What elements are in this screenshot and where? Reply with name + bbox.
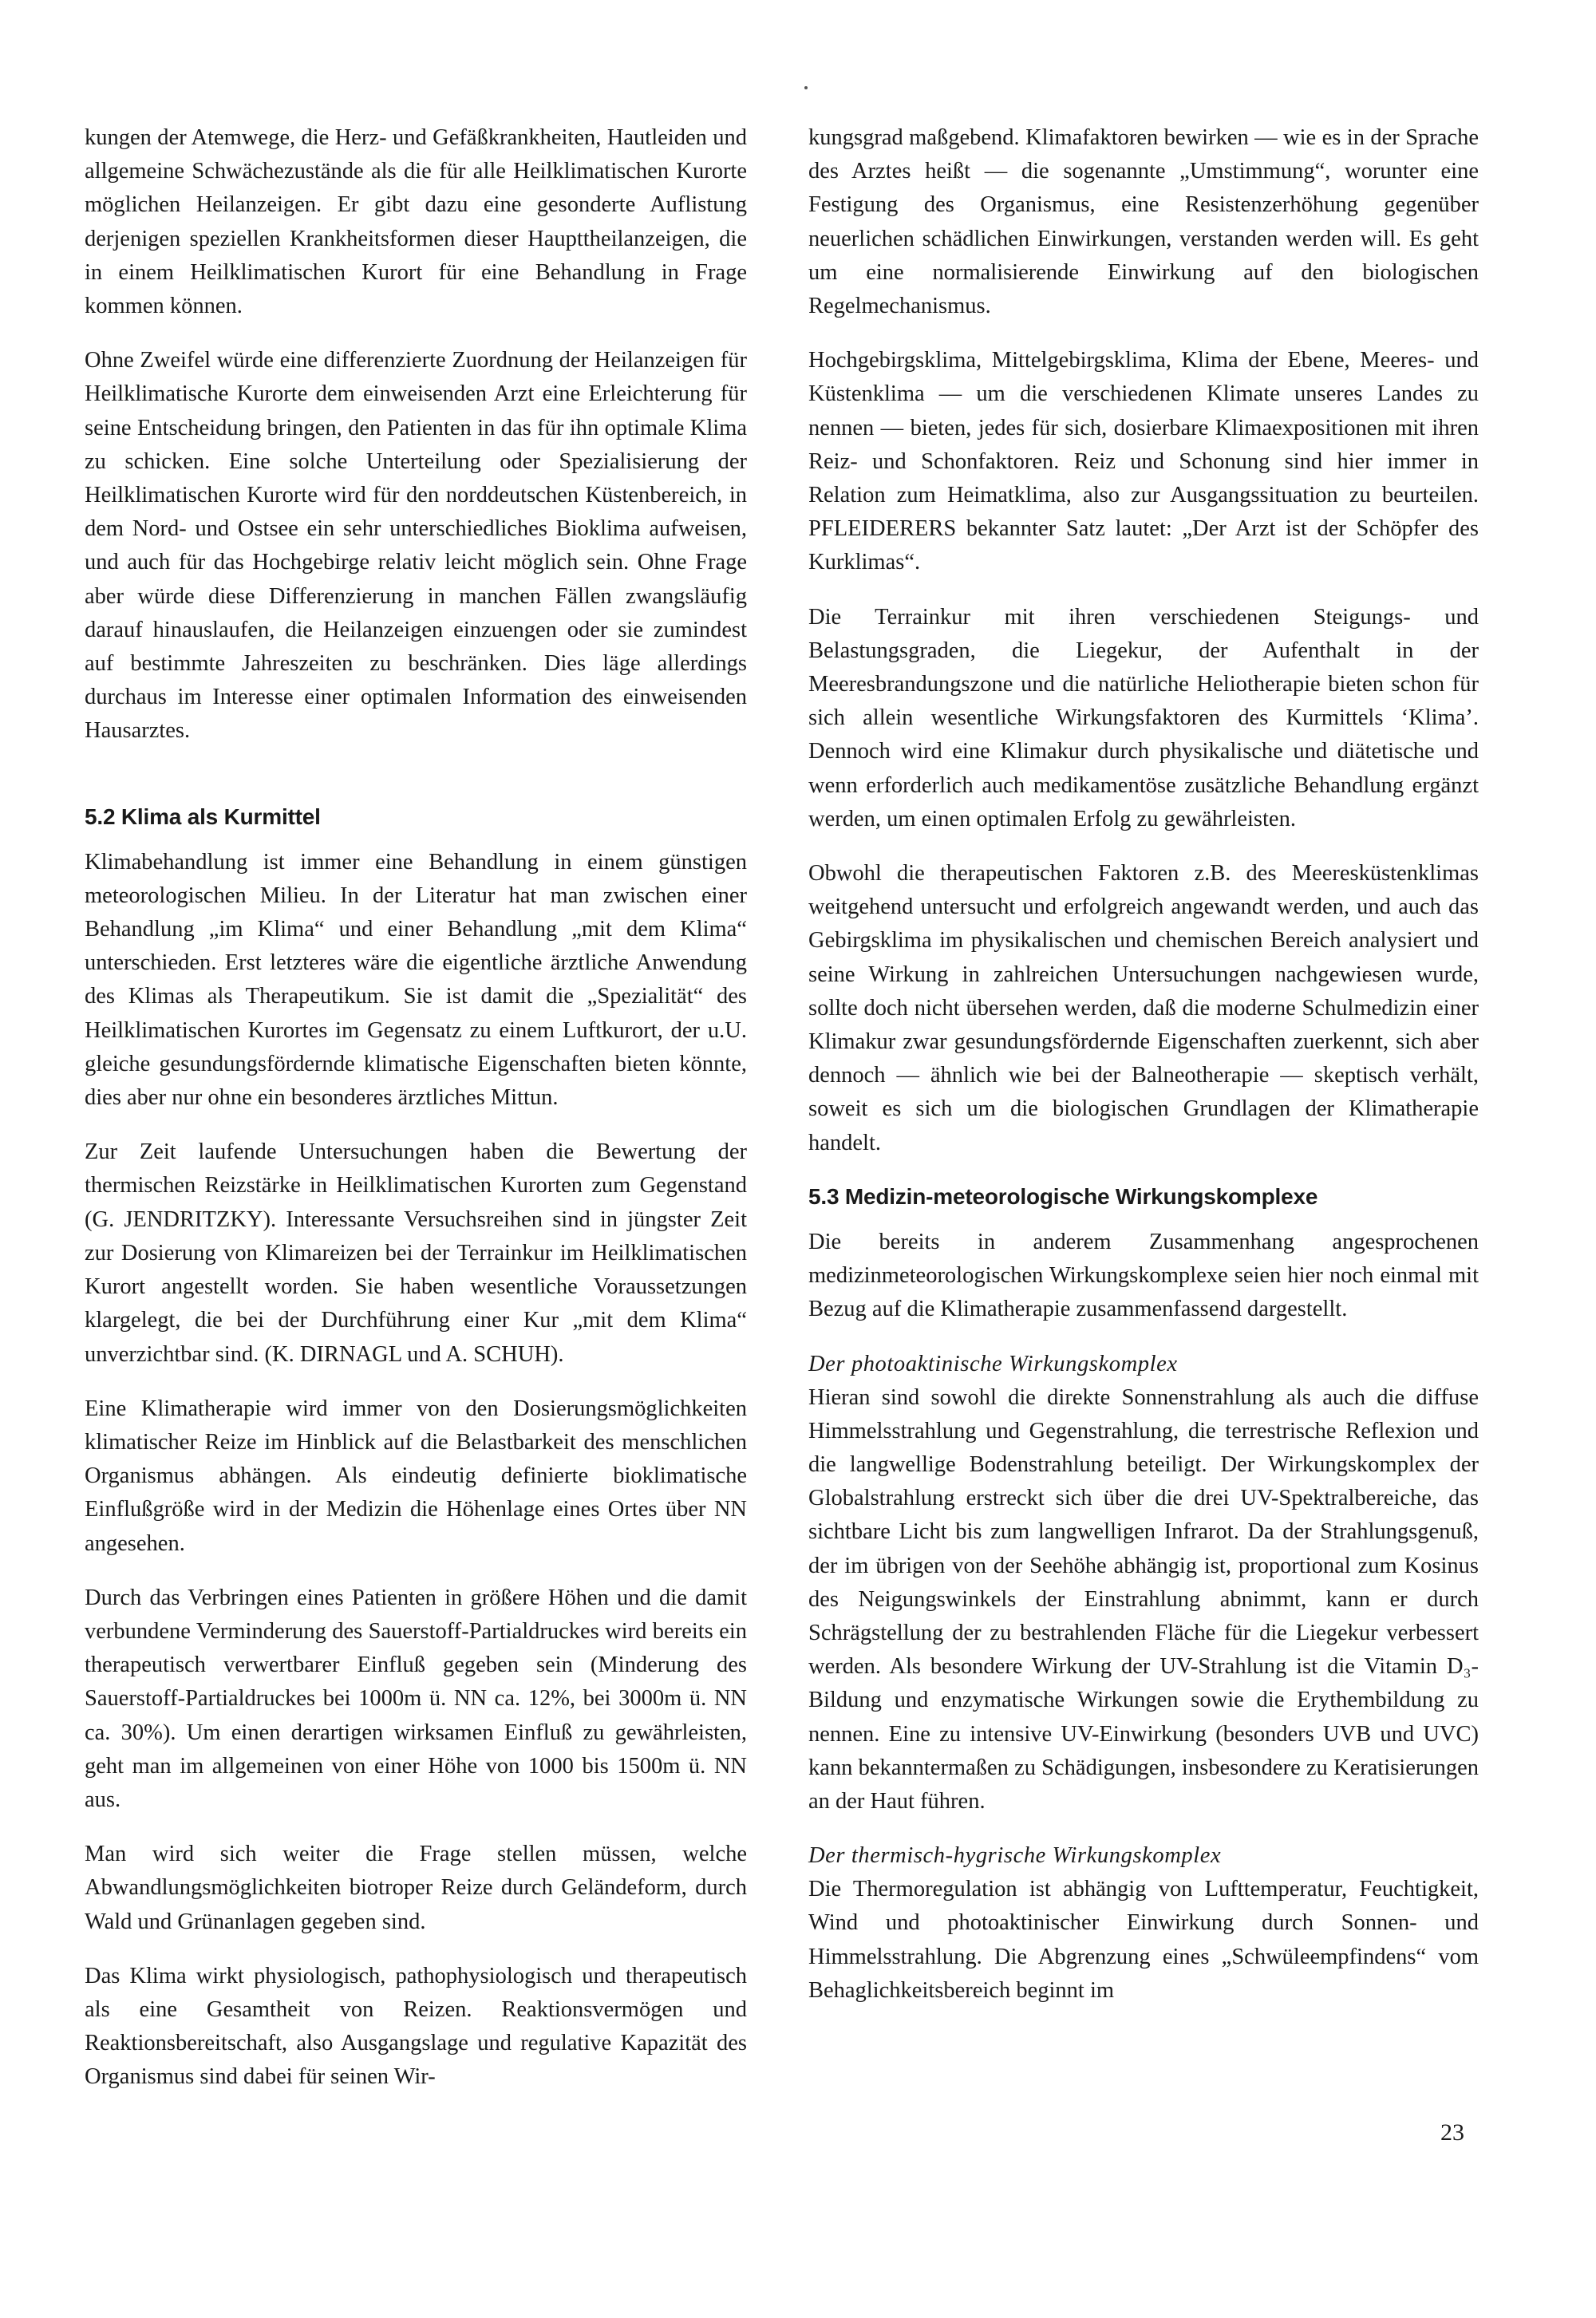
paragraph: Die Thermoregulation ist abhängig von Lufttemperatur, Feuchtigkeit, Wind und photoaktinischer Einwirkung durch Sonnen- und Himmelsstrahlung. Die Abgrenzung eines „Schwüleempfindens“ vom Behaglichkeitsbereich beginnt im: [808, 1877, 1479, 2003]
paragraph: Ohne Zweifel würde eine differenzierte Zuordnung der Heilanzeigen für Heilklimatische Kurorte dem einweisenden Arzt eine Erleichterung für seine Entscheidung bringen, den Patienten in das für ihn optimale Klima zu schicken. Eine solche Unterteilung oder Spezialisierung der Heilklimatischen Kurorte wird für den norddeutschen Küstenbereich, in dem Nord- und Ostsee ein sehr unterschiedliches Bioklima aufweisen, und auch für das Hochgebirge relativ leicht möglich sein. Ohne Frage aber würde diese Differenzierung in manchen Fällen zwangsläufig darauf hinauslaufen, die Heilanzeigen einzuengen oder sie zumindest auf bestimmte Jahreszeiten zu beschränken. Dies läge allerdings durchaus im Interesse einer optimalen Information des einweisenden Hausarztes.: [85, 348, 747, 744]
paragraph: kungsgrad maßgebend. Klimafaktoren bewirken — wie es in der Sprache des Arztes heißt — die sogenannte „Umstimmung“, worunter eine Festigung des Organismus, eine Resistenzerhöhung gegenüber neuerlichen schädlichen Einwirkungen, verstanden werden will. Es geht um eine normalisierende Einwirkung auf den biologischen Regelmechanismus.: [808, 125, 1479, 319]
subheading-photoaktinisch: Der photoaktinische Wirkungskomplex: [808, 1351, 1178, 1376]
paragraph: Durch das Verbringen eines Patienten in größere Höhen und die damit verbundene Verminderung des Sauerstoff-Partialdruckes wird bereits ein therapeutisch verwertbarer Einfluß gegeben sein (Minderung des Sauerstoff-Partialdruckes bei 1000m ü. NN ca. 12%, bei 3000m ü. NN ca. 30%). Um einen derartigen wirksamen Einfluß zu gewährleisten, geht man im allgemeinen von einer Höhe von 1000 bis 1500m ü. NN aus.: [85, 1585, 747, 1812]
paragraph: Obwohl die therapeutischen Faktoren z.B. des Meeresküstenklimas weitgehend untersucht und erfolgreich angewandt werden, und auch das Gebirgsklima im physikalischen und chemischen Bereich analysiert und seine Wirkung in zahlreichen Untersuchungen nachgewiesen wurde, sollte doch nicht übersehen werden, daß die moderne Schulmedizin einer Klimakur zwar gesundungsfördernde Eigenschaften zuerkennt, sich aber dennoch — ähnlich wie bei der Balneotherapie — skeptisch verhält, soweit es sich um die biologischen Grundlagen der Klimatherapie handelt.: [808, 861, 1479, 1155]
left-column: [85, 121, 747, 2115]
subheading-thermisch-hygrisch: Der thermisch-hygrische Wirkungskomplex: [808, 1843, 1222, 1869]
page-number: 23: [1440, 2119, 1464, 2146]
paragraph: Klimabehandlung ist immer eine Behandlung in einem günstigen meteorologischen Milieu. In der Literatur hat man zwischen einer Behandlung „im Klima“ und einer Behandlung „mit dem Klima“ unterschieden. Erst letzteres wäre die eigentliche ärztliche Anwendung des Klimas als Therapeutikum. Sie ist damit die „Spezialität“ des Heilklimatischen Kurortes im Gegensatz zu einem Luftkurort, der u.U. gleiche gesundungsfördernde klimatische Eigenschaften bieten könnte, dies aber nur ohne ein besonderes ärztliches Mittun.: [85, 849, 747, 1111]
paragraph: Eine Klimatherapie wird immer von den Dosierungsmöglichkeiten klimatischer Reize im Hinblick auf die Belastbarkeit des menschlichen Organismus abhängen. Als eindeutig definierte bioklimatische Einflußgröße wird in der Medizin die Höhenlage eines Ortes über NN angesehen.: [85, 1396, 747, 1556]
right-column: [808, 121, 1479, 2028]
paragraph: Das Klima wirkt physiologisch, pathophysiologisch und therapeutisch als eine Gesamtheit von Reizen. Reaktionsvermögen und Reaktionsbereitschaft, also Ausgangslage und regulative Kapazität des Organismus sind dabei für seinen Wir-: [85, 1963, 747, 2090]
paragraph: Man wird sich weiter die Frage stellen müssen, welche Abwandlungsmöglichkeiten biotroper Reize durch Geländeform, durch Wald und Grünanlagen gegeben sind.: [85, 1842, 747, 1934]
paragraph: Die Terrainkur mit ihren verschiedenen Steigungs- und Belastungsgraden, die Liegekur, der Aufenthalt in der Meeresbrandungszone und die natürliche Heliotherapie bieten schon für sich allein wesentliche Wirkungsfaktoren des Kurmittels ‘Klima’. Dennoch wird eine Klimakur durch physikalische und diätetische und wenn erforderlich auch medikamentöse zusätzliche Behandlung ergänzt werden, um einen optimalen Erfolg zu gewährleisten.: [808, 604, 1479, 831]
paragraph: Die bereits in anderem Zusammenhang angesprochenen medizinmeteorologischen Wirkungskomplexe seien hier noch einmal mit Bezug auf die Klimatherapie zusammenfassend dargestellt.: [808, 1229, 1479, 1322]
paragraph: Zur Zeit laufende Untersuchungen haben die Bewertung der thermischen Reizstärke in Heilklimatischen Kurorten zum Gegenstand (G. JENDRITZKY). Interessante Versuchsreihen sind in jüngster Zeit zur Dosierung von Klimareizen bei der Terrainkur im Heilklimatischen Kurort angestellt worden. Sie haben wesentliche Voraussetzungen klargelegt, die bei der Durchführung einer Kur „mit dem Klima“ unverzichtbar sind. (K. DIRNAGL und A. SCHUH).: [85, 1139, 747, 1367]
paragraph: Hochgebirgsklima, Mittelgebirgsklima, Klima der Ebene, Meeres- und Küstenklima — um die verschiedenen Klimate unseres Landes zu nennen — bieten, jedes für sich, dosierbare Klimaexpositionen mit ihren Reiz- und Schonfaktoren. Reiz und Schonung sind hier immer in Relation zum Heimatklima, also zur Ausgangssituation zu beurteilen. PFLEIDERERS bekannter Satz lautet: „Der Arzt ist der Schöpfer des Kurklimas“.: [808, 348, 1479, 575]
print-mark: [804, 86, 808, 89]
section-heading-5-2: 5.2 Klima als Kurmittel: [85, 804, 321, 829]
paragraph: kungen der Atemwege, die Herz- und Gefäßkrankheiten, Hautleiden und allgemeine Schwächezustände als die für alle Heilklimatischen Kurorte möglichen Heilanzeigen. Er gibt dazu eine gesonderte Auflistung derjenigen speziellen Krankheitsformen dieser Haupttheilanzeigen, die in einem Heilklimatischen Kurort für eine Behandlung in Frage kommen können.: [85, 125, 747, 319]
paragraph: Hieran sind sowohl die direkte Sonnenstrahlung als auch die diffuse Himmelsstrahlung und Gegenstrahlung, die terrestrische Reflexion und die langwellige Bodenstrahlung beteiligt. Der Wirkungskomplex der Globalstrahlung erstreckt sich über die drei UV-Spektralbereiche, das sichtbare Licht bis zum langwelligen Infrarot. Da der Strahlungsgenuß, der im übrigen von der Seehöhe abhängig ist, proportional zum Kosinus des Neigungswinkels der Einstrahlung abnimmt, kann er durch Schrägstellung der zu bestrahlenden Fläche für die Liegekur verbessert werden. Als besondere Wirkung der UV-Strahlung ist die Vitamin D₃-Bildung und enzymatische Wirkungen sowie die Erythembildung zu nennen. Eine zu intensive UV-Einwirkung (besonders UVB und UVC) kann bekanntermaßen zu Schädigungen, insbesondere zu Keratisierungen an der Haut führen.: [808, 1384, 1479, 1814]
section-heading-5-3: 5.3 Medizin-meteorologische Wirkungskomplexe: [808, 1183, 1318, 1209]
